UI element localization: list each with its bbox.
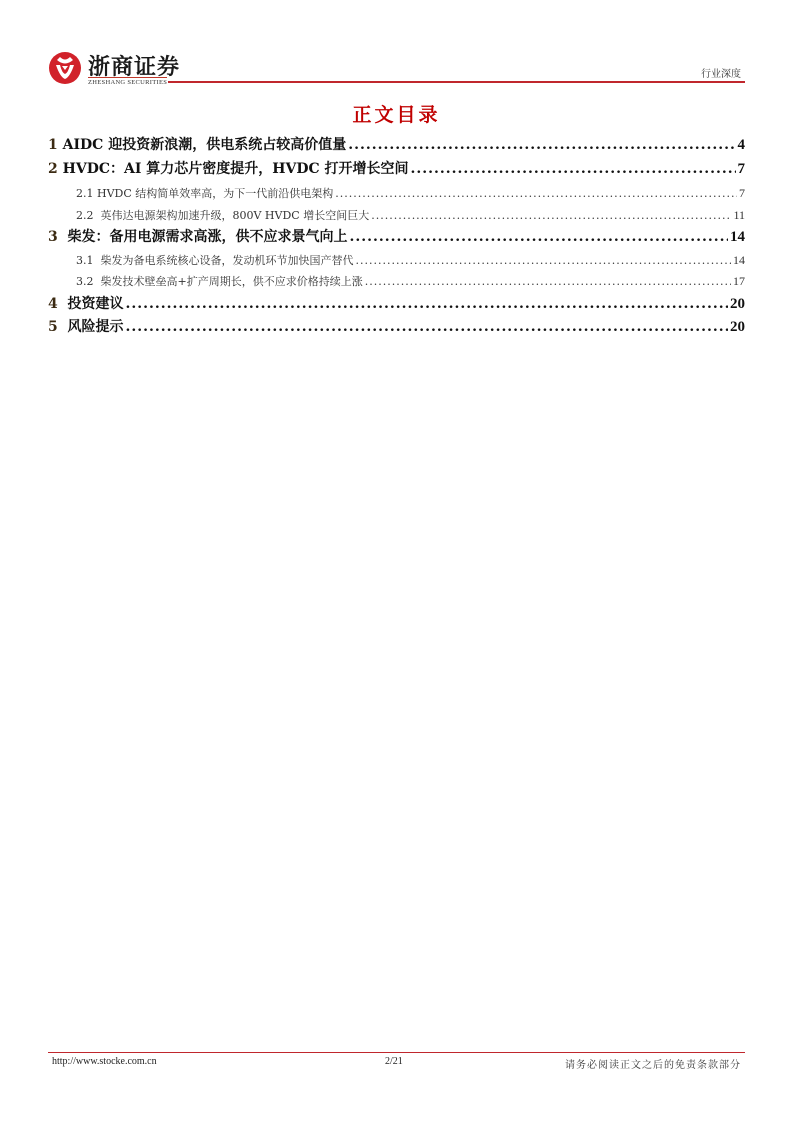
page-header	[48, 48, 745, 88]
toc-leader-dots	[365, 275, 731, 288]
toc-leader-dots	[371, 209, 731, 222]
toc-entry-2-1[interactable]	[48, 185, 745, 201]
toc-page-number: 14	[733, 253, 745, 267]
report-type-label: 行业深度	[701, 69, 741, 80]
brand-name: 浙商证券	[88, 55, 181, 80]
toc-page-number: 20	[730, 296, 745, 312]
toc-title: 正文目录	[352, 104, 441, 126]
toc-page-number: 14	[730, 229, 745, 245]
toc-leader-dots	[411, 161, 736, 177]
toc-entry-label: 4 投资建议	[48, 296, 124, 312]
brand-name-english: ZHESHANG SECURITIES	[88, 79, 168, 86]
page-indicator: 2/21	[385, 1056, 403, 1067]
toc-entry-1[interactable]	[48, 134, 745, 154]
footer-website-link[interactable]: http://www.stocke.com.cn	[52, 1056, 157, 1067]
toc-entry-5[interactable]	[48, 316, 745, 336]
toc-leader-dots	[356, 254, 732, 267]
toc-entry-3-2[interactable]	[48, 273, 745, 289]
toc-page-number: 7	[737, 161, 745, 177]
toc-entry-label: 2.1 HVDC 结构简单效率高，为下一代前沿供电架构	[76, 187, 334, 200]
toc-entry-4[interactable]	[48, 293, 745, 313]
toc-entry-2[interactable]	[48, 158, 745, 178]
toc-page-number: 7	[739, 186, 745, 200]
toc-leader-dots	[348, 137, 735, 153]
toc-entry-label: 3.2 柴发技术壁垒高+扩产周期长，供不应求价格持续上涨	[76, 275, 363, 288]
toc-entry-label: 1 AIDC 迎投资新浪潮，供电系统占较高价值量	[48, 137, 347, 153]
toc-entry-label: 2 HVDC：AI 算力芯片密度提升，HVDC 打开增长空间	[48, 161, 409, 177]
header-divider	[168, 81, 745, 83]
toc-entry-label: 3.1 柴发为备电系统核心设备，发动机环节加快国产替代	[76, 254, 354, 267]
toc-page-number: 17	[733, 274, 745, 288]
toc-entry-3[interactable]	[48, 226, 745, 246]
toc-page-number: 11	[733, 208, 745, 222]
zheshang-logo-icon	[48, 51, 82, 85]
toc-leader-dots	[350, 229, 729, 245]
toc-entry-label: 2.2 英伟达电源架构加速升级，800V HVDC 增长空间巨大	[76, 209, 370, 222]
toc-leader-dots	[126, 319, 729, 335]
toc-leader-dots	[335, 187, 737, 200]
toc-entry-label: 3 柴发：备用电源需求高涨，供不应求景气向上	[48, 229, 348, 245]
toc-entry-3-1[interactable]	[48, 252, 745, 268]
toc-entry-2-2[interactable]	[48, 207, 745, 223]
footer-divider	[48, 1052, 745, 1053]
toc-page-number: 20	[730, 319, 745, 335]
toc-entry-label: 5 风险提示	[48, 319, 124, 335]
toc-leader-dots	[126, 296, 729, 312]
toc-page-number: 4	[737, 137, 745, 153]
footer-disclaimer: 请务必阅读正文之后的免责条款部分	[565, 1060, 741, 1071]
